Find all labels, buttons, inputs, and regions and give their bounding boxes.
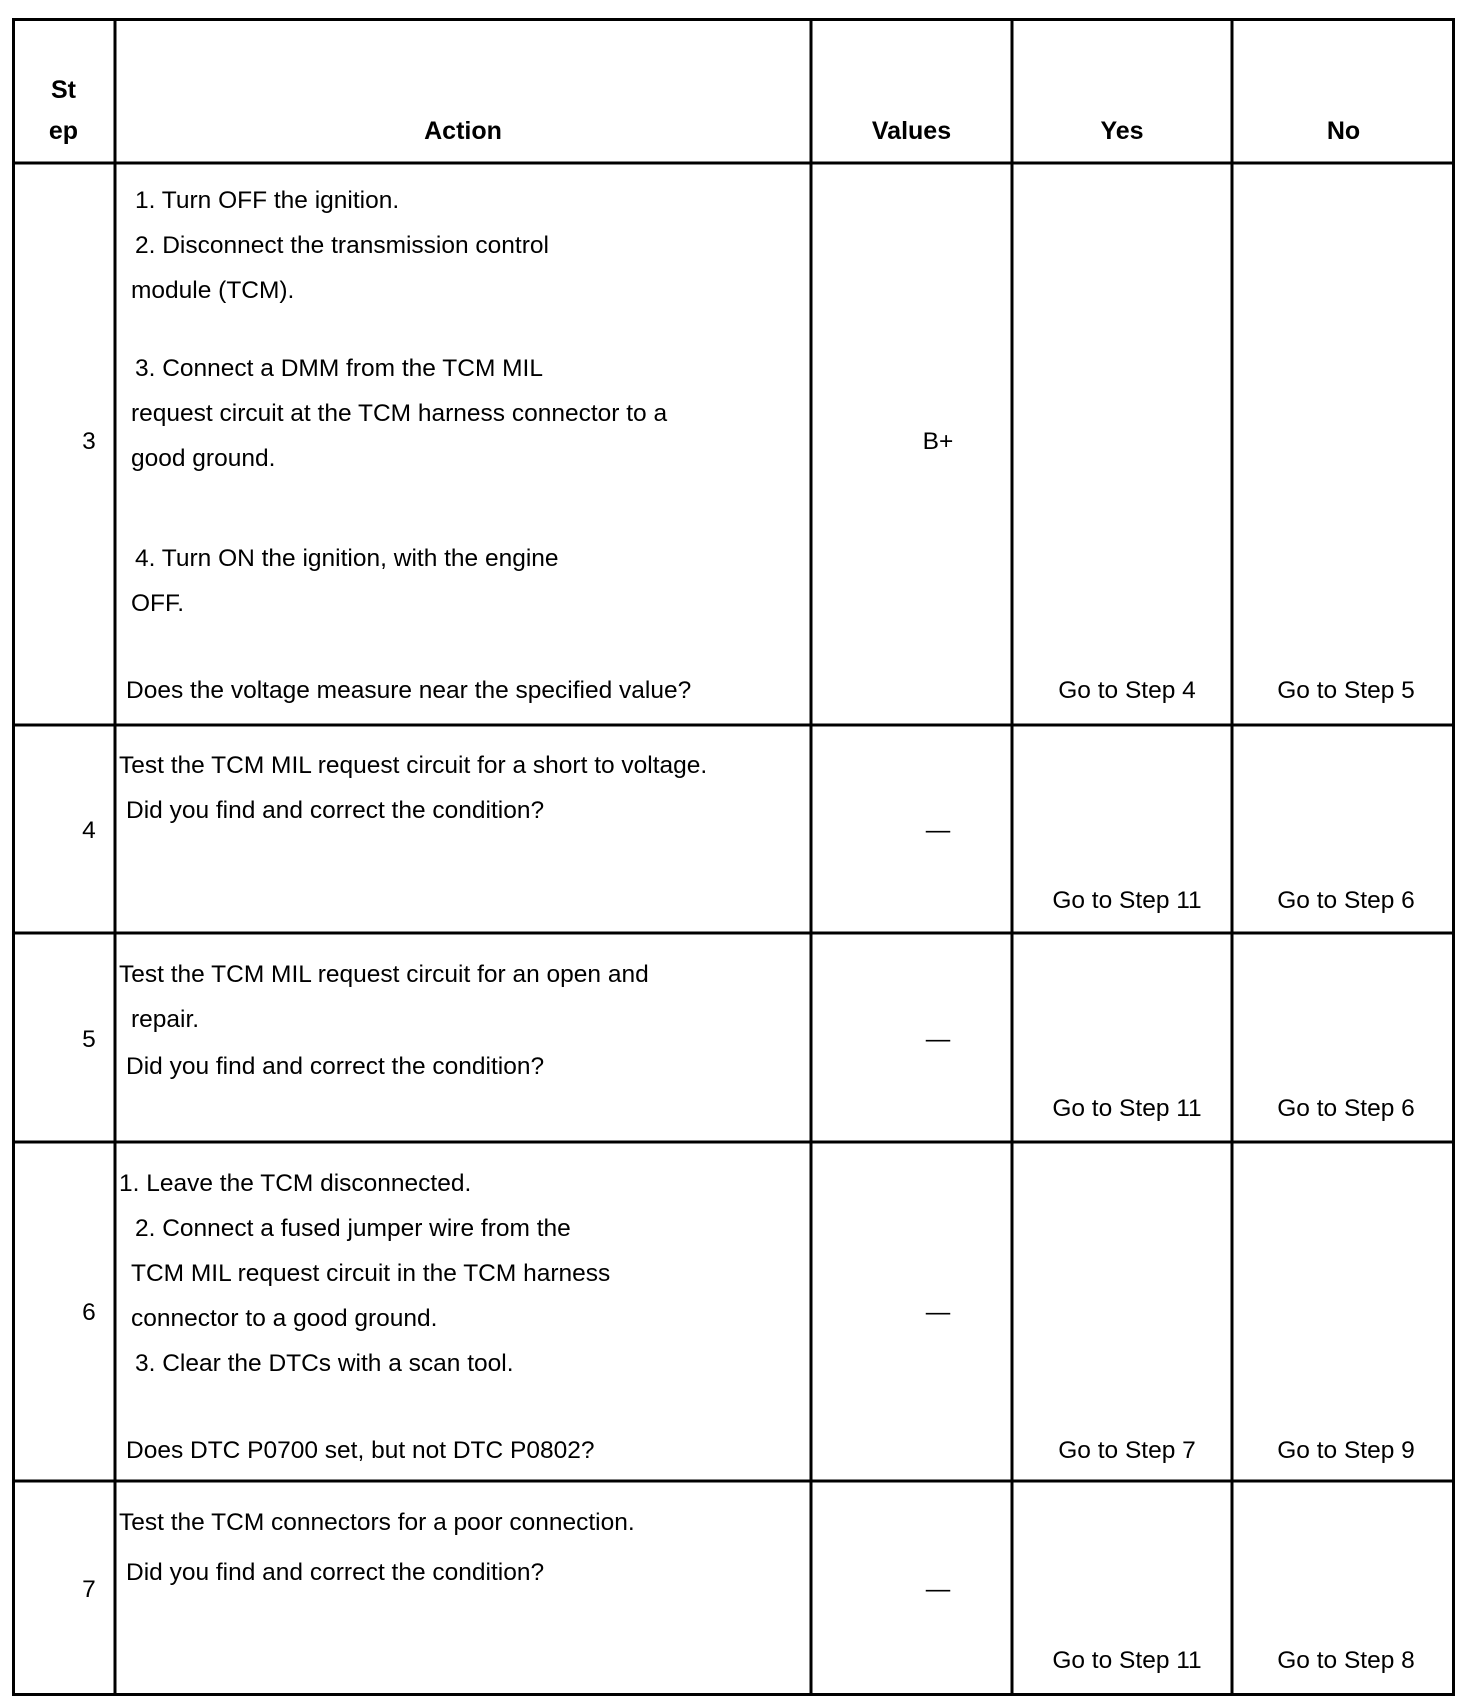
action-line: Did you find and correct the condition? xyxy=(126,797,545,824)
action-line: good ground. xyxy=(131,445,276,472)
header-step-line2: ep xyxy=(48,117,79,145)
values-cell: — xyxy=(925,1026,951,1053)
yes-cell: Go to Step 11 xyxy=(1052,1095,1202,1122)
action-line: TCM MIL request circuit in the TCM harness xyxy=(131,1260,611,1287)
yes-cell: Go to Step 11 xyxy=(1052,1647,1202,1674)
action-line: 3. Connect a DMM from the TCM MIL xyxy=(135,355,543,382)
action-line: Test the TCM connectors for a poor connection. xyxy=(119,1509,635,1536)
header-yes: Yes xyxy=(1100,117,1144,145)
row-step-number: 3 xyxy=(82,428,96,455)
action-line: request circuit at the TCM harness connector to a xyxy=(131,400,668,427)
action-line: Test the TCM MIL request circuit for an open and xyxy=(119,961,649,988)
action-line: module (TCM). xyxy=(131,277,295,304)
no-cell: Go to Step 9 xyxy=(1277,1437,1415,1464)
action-line: repair. xyxy=(131,1006,200,1033)
header-no: No xyxy=(1326,117,1361,145)
action-line: 4. Turn ON the ignition, with the engine xyxy=(135,545,559,572)
action-line: connector to a good ground. xyxy=(131,1305,438,1332)
action-line: OFF. xyxy=(131,590,185,617)
action-line: 2. Disconnect the transmission control xyxy=(135,232,549,259)
no-cell: Go to Step 8 xyxy=(1277,1647,1415,1674)
header-step-line1: St xyxy=(51,76,76,104)
yes-cell: Go to Step 7 xyxy=(1058,1437,1196,1464)
action-line: Did you find and correct the condition? xyxy=(126,1053,545,1080)
row-step-number: 5 xyxy=(82,1026,96,1053)
values-cell: — xyxy=(925,817,951,844)
values-cell: — xyxy=(925,1576,951,1603)
action-line: 1. Leave the TCM disconnected. xyxy=(119,1170,472,1197)
diagnostic-table xyxy=(12,18,1455,1696)
row-step-number: 6 xyxy=(82,1299,96,1326)
no-cell: Go to Step 5 xyxy=(1277,677,1415,704)
action-line: Did you find and correct the condition? xyxy=(126,1559,545,1586)
row-step-number: 7 xyxy=(82,1576,96,1603)
no-cell: Go to Step 6 xyxy=(1277,887,1415,914)
action-line: 1. Turn OFF the ignition. xyxy=(135,187,400,214)
values-cell: B+ xyxy=(922,428,954,455)
row-step-number: 4 xyxy=(82,817,96,844)
no-cell: Go to Step 6 xyxy=(1277,1095,1415,1122)
action-line: Does DTC P0700 set, but not DTC P0802? xyxy=(126,1437,595,1464)
header-values: Values xyxy=(871,117,952,145)
action-line: Test the TCM MIL request circuit for a short to voltage. xyxy=(119,752,708,779)
header-action: Action xyxy=(424,117,502,145)
action-line: Does the voltage measure near the specified value? xyxy=(126,677,692,704)
action-line: 2. Connect a fused jumper wire from the xyxy=(135,1215,571,1242)
yes-cell: Go to Step 4 xyxy=(1058,677,1196,704)
values-cell: — xyxy=(925,1299,951,1326)
yes-cell: Go to Step 11 xyxy=(1052,887,1202,914)
action-line: 3. Clear the DTCs with a scan tool. xyxy=(135,1350,514,1377)
